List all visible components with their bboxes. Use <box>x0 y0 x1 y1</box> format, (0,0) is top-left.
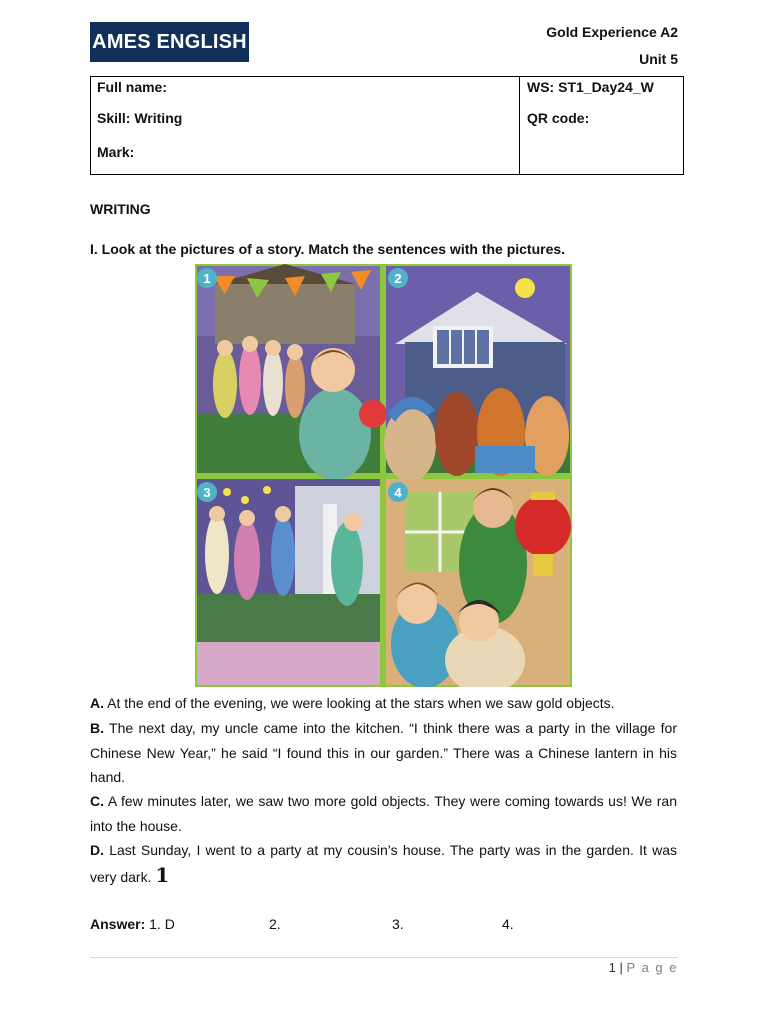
course-title: Gold Experience A2 <box>546 24 678 40</box>
sentence-d <box>90 838 677 889</box>
picture-panel-1 <box>197 264 387 480</box>
ames-english-logo: AMES ENGLISH <box>90 22 249 62</box>
handwritten-number: 1 <box>155 862 170 887</box>
sentence-b-sep: . <box>100 720 105 736</box>
sentence-c-letter: C <box>90 793 101 809</box>
answer-item-3: 3. <box>392 916 404 932</box>
answer-item-2: 2. <box>269 916 281 932</box>
sentence-a-text: At the end of the evening, we were looking at the stars when we saw gold objects. <box>104 695 615 711</box>
sentence-d-letter: D <box>90 842 101 858</box>
answer-line <box>90 916 175 932</box>
sentence-c-sep: . <box>100 793 105 809</box>
sentence-d-sep: . <box>100 842 105 858</box>
info-box-divider <box>519 77 520 174</box>
story-pictures <box>195 264 572 687</box>
picture-panel-4 <box>386 479 571 687</box>
page-number: 1 <box>608 960 616 975</box>
picture-panel-2 <box>384 266 570 482</box>
footer-separator: | <box>619 960 623 975</box>
mark-label: Mark: <box>97 144 135 160</box>
picture-number-3: 3 <box>203 485 211 500</box>
unit-label: Unit 5 <box>639 51 678 67</box>
sentence-b-letter: B <box>90 720 101 736</box>
answer-item-1: 1. D <box>149 916 175 932</box>
picture-number-2: 2 <box>394 271 402 286</box>
footer-divider <box>90 957 678 958</box>
sentence-a-sep: . <box>100 695 105 711</box>
student-info-box <box>90 76 684 175</box>
sentence-a-letter: A <box>90 695 101 711</box>
sentence-c-text: A few minutes later, we saw two more gold objects. They were coming towards us! We ran into the house. <box>90 793 677 834</box>
worksheet-code: WS: ST1_Day24_W <box>527 79 654 95</box>
full-name-label: Full name: <box>97 79 168 95</box>
picture-number-4: 4 <box>394 485 402 500</box>
section-title: WRITING <box>90 201 151 217</box>
skill-label: Skill: Writing <box>97 110 183 126</box>
page-footer <box>609 960 678 975</box>
sentence-a <box>90 691 677 716</box>
picture-panel-3 <box>197 479 380 685</box>
qr-code-label: QR code: <box>527 110 590 126</box>
answer-label: Answer: <box>90 916 146 932</box>
answer-item-4: 4. <box>502 916 514 932</box>
sentence-b-text: The next day, my uncle came into the kitchen. “I think there was a party in the village for Chinese New Year,” he said “I found this in our garden.” There was a Chinese lantern in his hand. <box>90 720 677 785</box>
sentence-b <box>90 716 677 790</box>
page-label: P a g e <box>626 960 678 975</box>
picture-number-1: 1 <box>203 271 211 286</box>
sentence-d-text: Last Sunday, I went to a party at my cousin’s house. The party was in the garden. It was very dark. <box>90 842 677 885</box>
exercise-instruction: I. Look at the pictures of a story. Match the sentences with the pictures. <box>90 241 566 257</box>
sentence-c <box>90 789 677 838</box>
